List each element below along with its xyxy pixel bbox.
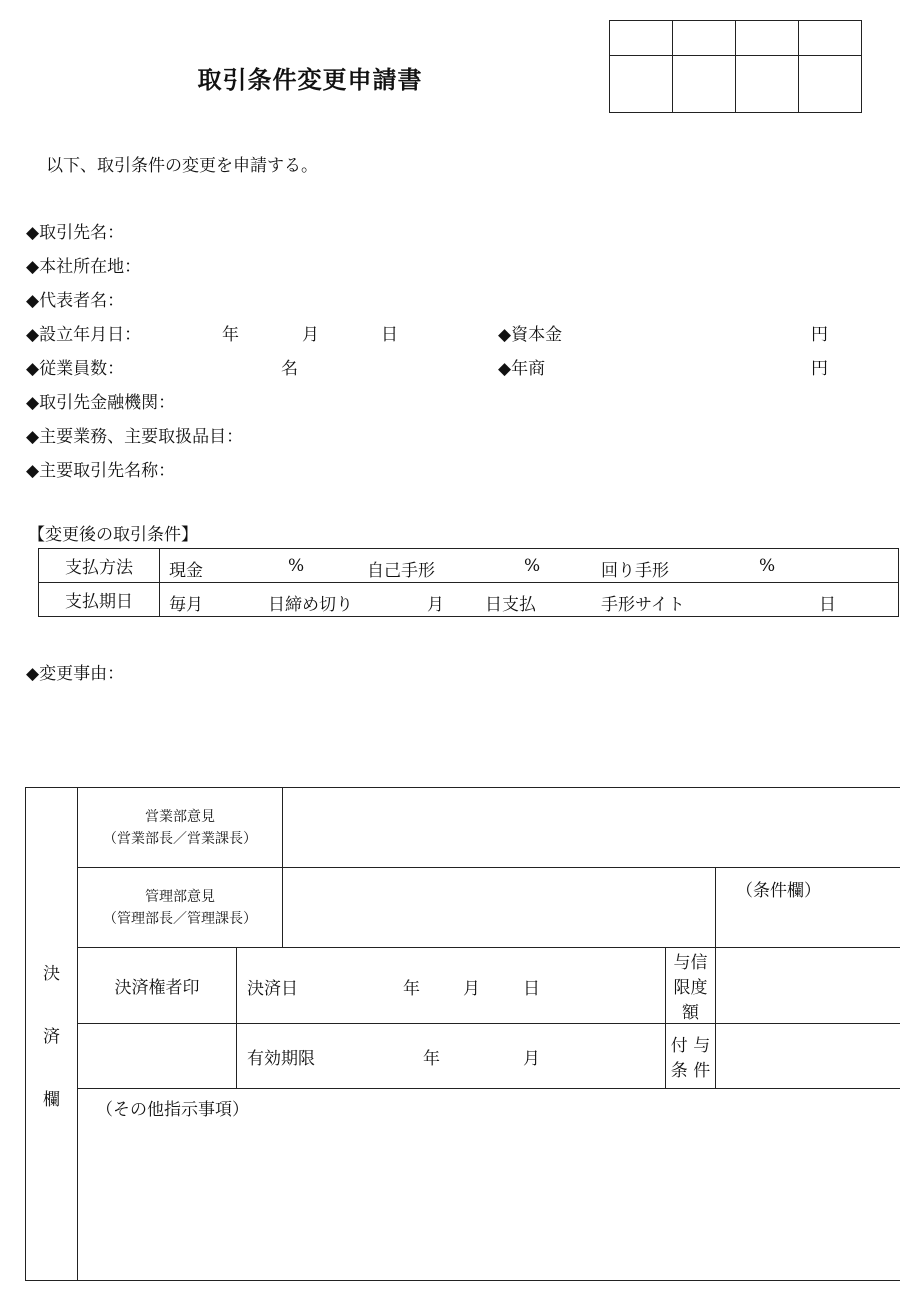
main-business-label: ◆主要業務、主要取扱品目：	[26, 427, 244, 447]
approval-date-label: 決済日	[247, 978, 298, 999]
cash-label: 現金	[169, 561, 203, 581]
sales-opinion-label: 営業部意見	[145, 808, 215, 825]
other-instructions-label: （その他指示事項）	[96, 1100, 249, 1120]
grant-conditions-label: 付 与 条 件	[666, 1024, 716, 1089]
bank-label: ◆取引先金融機関：	[26, 393, 176, 413]
approval-date-month: 月	[463, 978, 480, 999]
capital-unit: 円	[811, 325, 828, 345]
established-year: 年	[222, 325, 239, 345]
stamp-cell[interactable]	[736, 56, 799, 113]
monthly-label: 毎月	[169, 595, 203, 615]
admin-opinion-header	[78, 868, 283, 948]
stamp-cell[interactable]	[610, 56, 673, 113]
approval-date-year: 年	[403, 978, 420, 999]
employees-unit: 名	[281, 359, 298, 379]
annual-sales-unit: 円	[811, 359, 828, 379]
payment-method-label: 支払方法	[39, 549, 160, 583]
credit-limit-label: 与信限度額	[666, 948, 716, 1024]
hq-address-label: ◆本社所在地：	[26, 257, 142, 277]
pay-month-label: 月	[427, 595, 444, 615]
sales-opinion-sub: （営業部長／営業課長）	[103, 830, 257, 847]
credit-limit-field[interactable]	[716, 948, 900, 1024]
endorsed-note-percent: %	[759, 556, 776, 576]
cutoff-label: 日締め切り	[268, 595, 353, 615]
admin-opinion-sub: （管理部長／管理課長）	[103, 910, 257, 927]
approval-side-label	[26, 788, 78, 1281]
sales-opinion-field[interactable]	[283, 788, 900, 868]
stamp-cell[interactable]	[673, 56, 736, 113]
valid-period-month: 月	[523, 1049, 540, 1069]
endorsed-note-label: 回り手形	[601, 561, 669, 581]
partner-name-label: ◆取引先名：	[26, 223, 125, 243]
approval-date-day: 日	[523, 978, 540, 999]
admin-opinion-field[interactable]	[283, 868, 716, 948]
payment-method-row	[39, 549, 899, 583]
page-title: 取引条件変更申請書	[197, 65, 423, 94]
stamp-cell	[673, 21, 736, 56]
approver-seal-field[interactable]	[78, 1024, 237, 1089]
valid-period-year: 年	[423, 1049, 440, 1069]
valid-period-cell[interactable]	[237, 1024, 666, 1089]
main-clients-label: ◆主要取引先名称：	[26, 461, 176, 481]
side-char-1: 決	[43, 963, 60, 984]
approval-date-cell[interactable]	[237, 948, 666, 1024]
annual-sales-label: ◆年商	[498, 359, 546, 379]
side-char-3: 欄	[43, 1089, 60, 1110]
conditions-heading: 【変更後の取引条件】	[28, 525, 198, 545]
valid-period-label: 有効期限	[247, 1049, 315, 1069]
grant-conditions-field[interactable]	[716, 1024, 900, 1089]
stamp-cell[interactable]	[799, 56, 862, 113]
stamp-cell	[736, 21, 799, 56]
payment-date-row	[39, 583, 899, 617]
pay-day-label: 日支払	[485, 595, 536, 615]
own-note-label: 自己手形	[367, 561, 435, 581]
payment-method-cell[interactable]	[160, 549, 899, 583]
employees-label: ◆従業員数：	[26, 359, 125, 379]
intro-text: 以下、取引条件の変更を申請する。	[46, 156, 318, 176]
side-char-2: 済	[43, 1026, 60, 1047]
established-label: ◆設立年月日：	[26, 325, 142, 345]
approver-seal-label: 決済権者印	[78, 948, 237, 1024]
other-instructions-field[interactable]	[78, 1089, 900, 1281]
cash-percent: %	[288, 556, 305, 576]
conditions-table	[38, 548, 899, 617]
established-month: 月	[302, 325, 319, 345]
payment-date-label: 支払期日	[39, 583, 160, 617]
admin-opinion-label: 管理部意見	[145, 888, 215, 905]
payment-date-cell[interactable]	[160, 583, 899, 617]
reason-label: ◆変更事由：	[26, 664, 125, 684]
conditions-column-label: （条件欄）	[736, 881, 821, 901]
sales-opinion-header	[78, 788, 283, 868]
stamp-cell	[799, 21, 862, 56]
note-site-day: 日	[819, 595, 836, 615]
own-note-percent: %	[524, 556, 541, 576]
stamp-cell	[610, 21, 673, 56]
representative-label: ◆代表者名：	[26, 291, 125, 311]
stamp-grid	[609, 20, 862, 113]
note-site-label: 手形サイト	[601, 595, 685, 615]
established-day: 日	[381, 325, 398, 345]
approval-table	[25, 787, 900, 1281]
capital-label: ◆資本金	[498, 325, 563, 345]
conditions-column[interactable]	[716, 868, 900, 948]
